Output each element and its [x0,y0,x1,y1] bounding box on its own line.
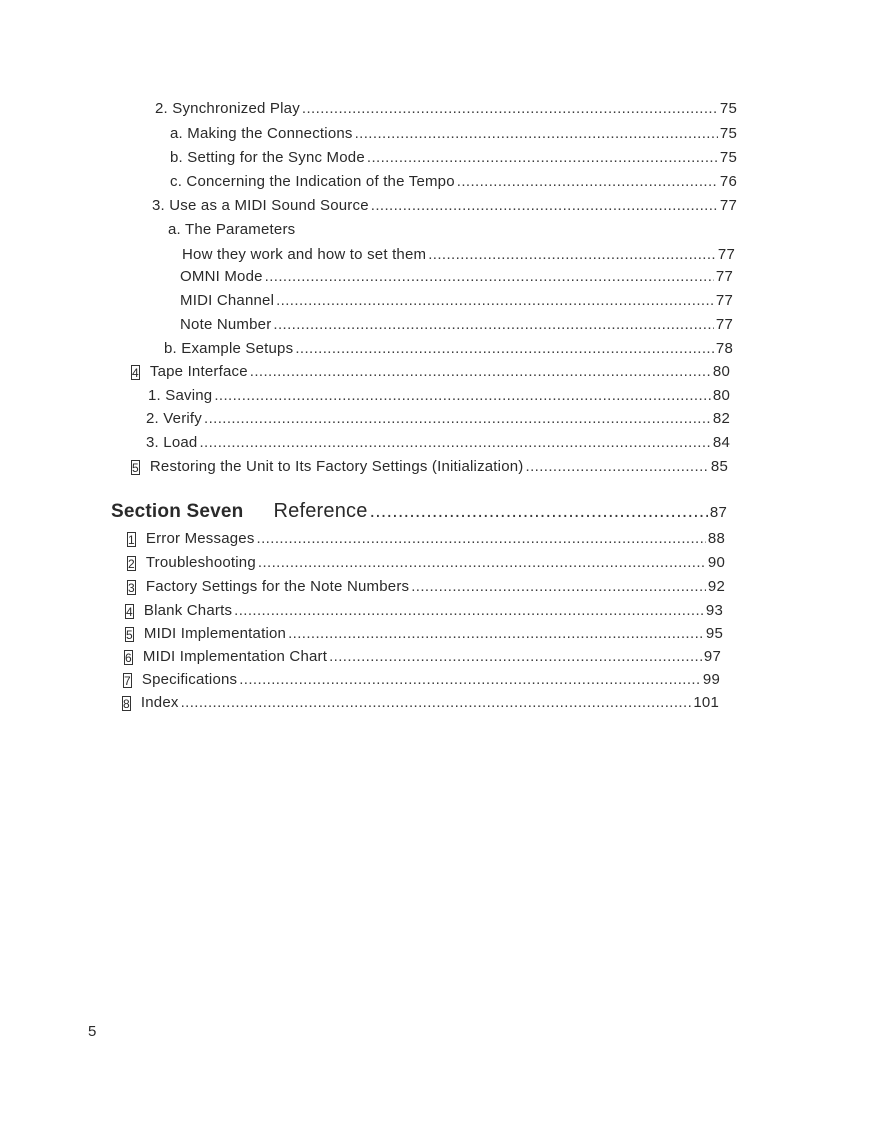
chapter-number-box: 8 [123,697,130,711]
dot-leader [302,100,718,117]
toc-entry-page: 90 [707,554,725,571]
toc-entry-label: How they work and how to set them [182,246,427,263]
toc-entry-label: b. Example Setups [164,340,294,357]
toc-entry-label: Note Number [180,316,272,333]
toc-entry-load [146,434,730,451]
toc-entry-page: 77 [715,292,733,309]
toc-entry-label: MIDI Channel [180,292,275,309]
toc-entry-page: 93 [705,602,723,619]
chapter-number-box: 1 [128,533,135,547]
toc-entry-label: 2. Verify [146,410,202,427]
toc-entry-page: 88 [707,530,725,547]
toc-entry-specifications [123,671,720,688]
toc-entry-making-connections [170,125,737,142]
dot-leader [276,292,714,309]
toc-entry-label: Restoring the Unit to Its Factory Settings (Initialization) [149,458,524,475]
dot-leader [295,340,714,357]
dot-leader [411,578,706,595]
toc-entry-example-setups [164,340,733,357]
toc-entry-page: 77 [715,268,733,285]
toc-entry-page: 92 [707,578,725,595]
toc-entry-label: Factory Settings for the Note Numbers [145,578,410,595]
chapter-number-box: 2 [128,557,135,571]
toc-entry-factory-settings-note-numbers [127,578,725,595]
toc-entry-omni-mode [180,268,733,285]
toc-entry-label: 3. Use as a MIDI Sound Source [152,197,369,214]
toc-entry-how-they-work [182,246,735,263]
dot-leader [234,602,704,619]
dot-leader [370,501,708,523]
toc-entry-midi-channel [180,292,733,309]
toc-entry-blank-charts [125,602,723,619]
toc-entry-troubleshooting [127,554,725,571]
toc-entry-label: 1. Saving [148,387,213,404]
toc-entry-restoring [131,458,728,475]
dot-leader [367,149,718,166]
dot-leader [371,197,718,214]
toc-entry-midi-implementation-chart [124,648,721,665]
toc-entry-page: 97 [703,648,721,665]
dot-leader [199,434,710,451]
toc-entry-label: Blank Charts [143,602,233,619]
dot-leader [214,387,711,404]
chapter-number-box: 4 [132,366,139,380]
toc-entry-page: 75 [719,149,737,166]
toc-entry-index [122,694,719,711]
toc-entry-tape-interface [131,363,730,380]
toc-entry-page: 80 [712,387,730,404]
toc-entry-page: 85 [710,458,728,475]
chapter-number-box: 5 [126,628,133,642]
toc-entry-page: 75 [719,125,737,142]
toc-entry-label: Specifications [141,671,238,688]
chapter-number-box: 6 [125,651,132,665]
toc-entry-synchronized-play [155,100,737,117]
dot-leader [239,671,701,688]
toc-entry-saving [148,387,730,404]
toc-entry-page: 76 [719,173,737,190]
section-label: Section Seven [111,501,244,522]
toc-entry-tempo [170,173,737,190]
toc-entry-page: 84 [712,434,730,451]
toc-entry-page: 82 [712,410,730,427]
toc-entry-label: b. Setting for the Sync Mode [170,149,365,166]
toc-entry-page: 77 [717,246,735,263]
chapter-number-box: 4 [126,605,133,619]
toc-entry-label: Error Messages [145,530,255,547]
toc-entry-label: Troubleshooting [145,554,256,571]
dot-leader [265,268,714,285]
dot-leader [288,625,704,642]
dot-leader [257,530,706,547]
toc-entry-midi-implementation [125,625,723,642]
toc-entry-page: 75 [719,100,737,117]
toc-entry-label: Tape Interface [149,363,248,380]
toc-entry-label: OMNI Mode [180,268,263,285]
toc-entry-parameters [168,221,295,238]
toc-entry-page: 80 [712,363,730,380]
toc-entry-label: MIDI Implementation Chart [142,648,328,665]
chapter-number-box: 3 [128,581,135,595]
dot-leader [428,246,716,263]
toc-entry-label: 2. Synchronized Play [155,100,300,117]
toc-entry-note-number [180,316,733,333]
dot-leader [355,125,718,142]
toc-entry-page: 95 [705,625,723,642]
section-title: Reference [273,500,368,522]
dot-leader [250,363,711,380]
toc-entry-page: 77 [719,197,737,214]
toc-entry-midi-sound-source [152,197,737,214]
dot-leader [258,554,706,571]
toc-entry-label: a. Making the Connections [170,125,353,142]
section-page: 87 [709,504,727,521]
toc-entry-sync-mode [170,149,737,166]
page-number: 5 [88,1023,97,1040]
dot-leader [329,648,702,665]
toc-entry-label: Index [140,694,179,711]
toc-entry-verify [146,410,730,427]
toc-entry-label: 3. Load [146,434,198,451]
chapter-number-box: 7 [124,674,131,688]
chapter-number-box: 5 [132,461,139,475]
toc-entry-page: 78 [715,340,733,357]
toc-entry-page: 101 [693,694,719,711]
toc-entry-label: a. The Parameters [168,221,296,238]
dot-leader [526,458,709,475]
toc-entry-page: 77 [715,316,733,333]
dot-leader [457,173,718,190]
toc-entry-label: MIDI Implementation [143,625,287,642]
section-seven-heading [111,500,727,523]
toc-entry-error-messages [127,530,725,547]
toc-entry-page: 99 [702,671,720,688]
toc-entry-label: c. Concerning the Indication of the Tempo [170,173,455,190]
dot-leader [273,316,714,333]
dot-leader [204,410,711,427]
dot-leader [181,694,692,711]
